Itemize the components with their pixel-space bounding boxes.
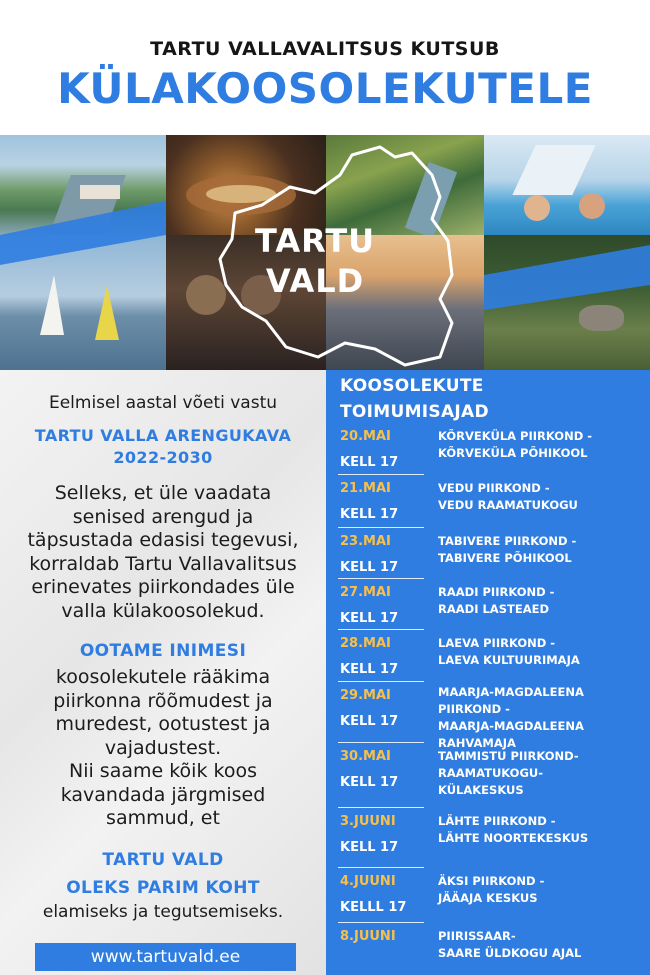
meeting-day: 3.JUUNI [340, 814, 396, 829]
meeting-location-line: RAHVAMAJA [438, 736, 516, 750]
header-kicker: TARTU VALLAVALITSUS KUTSUB [150, 38, 500, 60]
meeting-day: 27.MAI [340, 585, 391, 600]
meeting-day: 28.MAI [340, 636, 391, 651]
meeting-day: 30.MAI [340, 749, 391, 764]
schedule-date [340, 480, 398, 523]
meeting-location [438, 428, 638, 462]
schedule-date [340, 533, 398, 576]
schedule-date [340, 748, 398, 791]
meeting-time: KELLL 17 [340, 900, 407, 915]
schedule-panel [326, 370, 650, 975]
tartu-vald-label-line1: TARTU [255, 222, 376, 260]
meeting-time: KELL 17 [340, 507, 399, 522]
schedule-divider [338, 742, 424, 743]
meeting-day: 4.JUUNI [340, 874, 396, 889]
meeting-time: KELL 17 [340, 662, 399, 677]
closing-text: elamiseks ja tegutsemiseks. [42, 902, 284, 922]
meeting-day: 23.MAI [340, 534, 391, 549]
meeting-location-line: ÄKSI PIIRKOND - [438, 874, 545, 888]
meeting-location-line: KÕRVEKÜLA PIIRKOND - [438, 429, 593, 443]
meeting-location-line: PIIRISSAAR- [438, 929, 516, 943]
meeting-location-line: PIIRKOND - [438, 702, 510, 716]
intro-text: Eelmisel aastal võeti vastu [48, 393, 278, 413]
meeting-location [438, 635, 638, 669]
invite-line: vajadustest. [104, 736, 222, 759]
invite-line: piirkonna rõõmudest ja [53, 689, 273, 712]
meeting-time: KELL 17 [340, 840, 399, 855]
purpose-line: korraldab Tartu Vallavalitsus [29, 552, 297, 575]
meeting-day: 21.MAI [340, 481, 391, 496]
schedule-list [326, 370, 650, 975]
meeting-location-line: JÄÄAJA KESKUS [438, 891, 538, 905]
meeting-location [438, 684, 638, 752]
purpose-paragraph [8, 482, 318, 623]
header [0, 0, 650, 135]
meeting-time: KELL 17 [340, 455, 399, 470]
meeting-location [438, 480, 638, 514]
purpose-line: senised arengud ja [72, 505, 254, 528]
photo-collage [0, 135, 650, 370]
purpose-line: erinevates piirkondades üle [31, 576, 295, 598]
schedule-date [340, 873, 406, 916]
schedule-date [340, 928, 396, 945]
meeting-location [438, 748, 638, 799]
meeting-location [438, 928, 638, 962]
best-place-line1: TARTU VALD [102, 850, 224, 870]
schedule-date [340, 687, 398, 730]
invite-line: sammud, et [106, 807, 220, 829]
meeting-day: 29.MAI [340, 688, 391, 703]
purpose-line: Selleks, et üle vaadata [54, 482, 272, 504]
meeting-location-line: KÕRVEKÜLA PÕHIKOOL [438, 446, 588, 460]
meeting-location-line: RAADI PIIRKOND - [438, 585, 555, 599]
schedule-title-line2: TOIMUMISAJAD [340, 402, 489, 422]
meeting-location-line: KÜLAKESKUS [438, 783, 524, 797]
development-plan-line2: 2022-2030 [113, 448, 213, 467]
meeting-time: KELL 17 [340, 775, 399, 790]
meeting-location-line: VEDU PIIRKOND - [438, 481, 550, 495]
best-place-line2: OLEKS PARIM KOHT [66, 878, 260, 898]
meeting-time: KELL 17 [340, 714, 399, 729]
invite-heading: OOTAME INIMESI [79, 641, 247, 661]
schedule-divider [338, 681, 424, 682]
schedule-divider [338, 474, 424, 475]
meeting-location [438, 533, 638, 567]
schedule-divider [338, 922, 424, 923]
meeting-location-line: TAMMISTU PIIRKOND- [438, 749, 579, 763]
meeting-day: 8.JUUNI [340, 929, 396, 944]
meeting-location [438, 813, 638, 847]
meeting-day: 20.MAI [340, 429, 391, 444]
meeting-location-line: TABIVERE PIIRKOND - [438, 534, 577, 548]
meeting-location-line: TABIVERE PÕHIKOOL [438, 551, 572, 565]
meeting-location-line: VEDU RAAMATUKOGU [438, 498, 578, 512]
invite-line: muredest, ootustest ja [55, 713, 271, 735]
invite-line: Nii saame kõik koos [69, 760, 257, 782]
left-text-panel [0, 370, 326, 975]
tartu-vald-label [255, 221, 375, 301]
schedule-date [340, 584, 398, 627]
meeting-location-line: LÄHTE NOORTEKESKUS [438, 831, 589, 845]
purpose-line: valla külakoosolekud. [61, 599, 265, 622]
meeting-location-line: LAEVA PIIRKOND - [438, 636, 556, 650]
development-plan-heading [8, 425, 318, 469]
invite-line: koosolekutele rääkima [55, 666, 271, 688]
meeting-location-line: RAADI LASTEAED [438, 602, 549, 616]
invite-line: kavandada järgmised [60, 783, 266, 806]
tartu-vald-label-line2: VALD [265, 262, 365, 300]
meeting-location-line: MAARJA-MAGDALEENA [438, 719, 584, 733]
purpose-line: täpsustada edasisi tegevusi, [27, 529, 299, 551]
meeting-location [438, 584, 638, 618]
schedule-divider [338, 578, 424, 579]
meeting-location-line: LÄHTE PIIRKOND - [438, 814, 556, 828]
meeting-time: KELL 17 [340, 611, 399, 626]
website-link[interactable]: www.tartuvald.ee [35, 943, 296, 971]
schedule-divider [338, 527, 424, 528]
development-plan-line1: TARTU VALLA ARENGUKAVA [34, 426, 292, 445]
meeting-location-line: RAAMATUKOGU- [438, 766, 544, 780]
schedule-divider [338, 867, 424, 868]
schedule-divider [338, 629, 424, 630]
page-title: KÜLAKOOSOLEKUTELE [57, 64, 593, 113]
schedule-divider [338, 807, 424, 808]
invite-paragraph [8, 666, 318, 831]
schedule-date [340, 635, 398, 678]
schedule-date [340, 813, 398, 856]
meeting-location-line: LAEVA KULTUURIMAJA [438, 653, 580, 667]
meeting-location-line: MAARJA-MAGDALEENA [438, 685, 584, 699]
schedule-title-line1: KOOSOLEKUTE [340, 376, 484, 396]
best-place-heading [8, 846, 318, 902]
meeting-location-line: SAARE ÜLDKOGU AJAL [438, 946, 582, 960]
schedule-date [340, 428, 398, 471]
meeting-time: KELL 17 [340, 560, 399, 575]
meeting-location [438, 873, 638, 907]
